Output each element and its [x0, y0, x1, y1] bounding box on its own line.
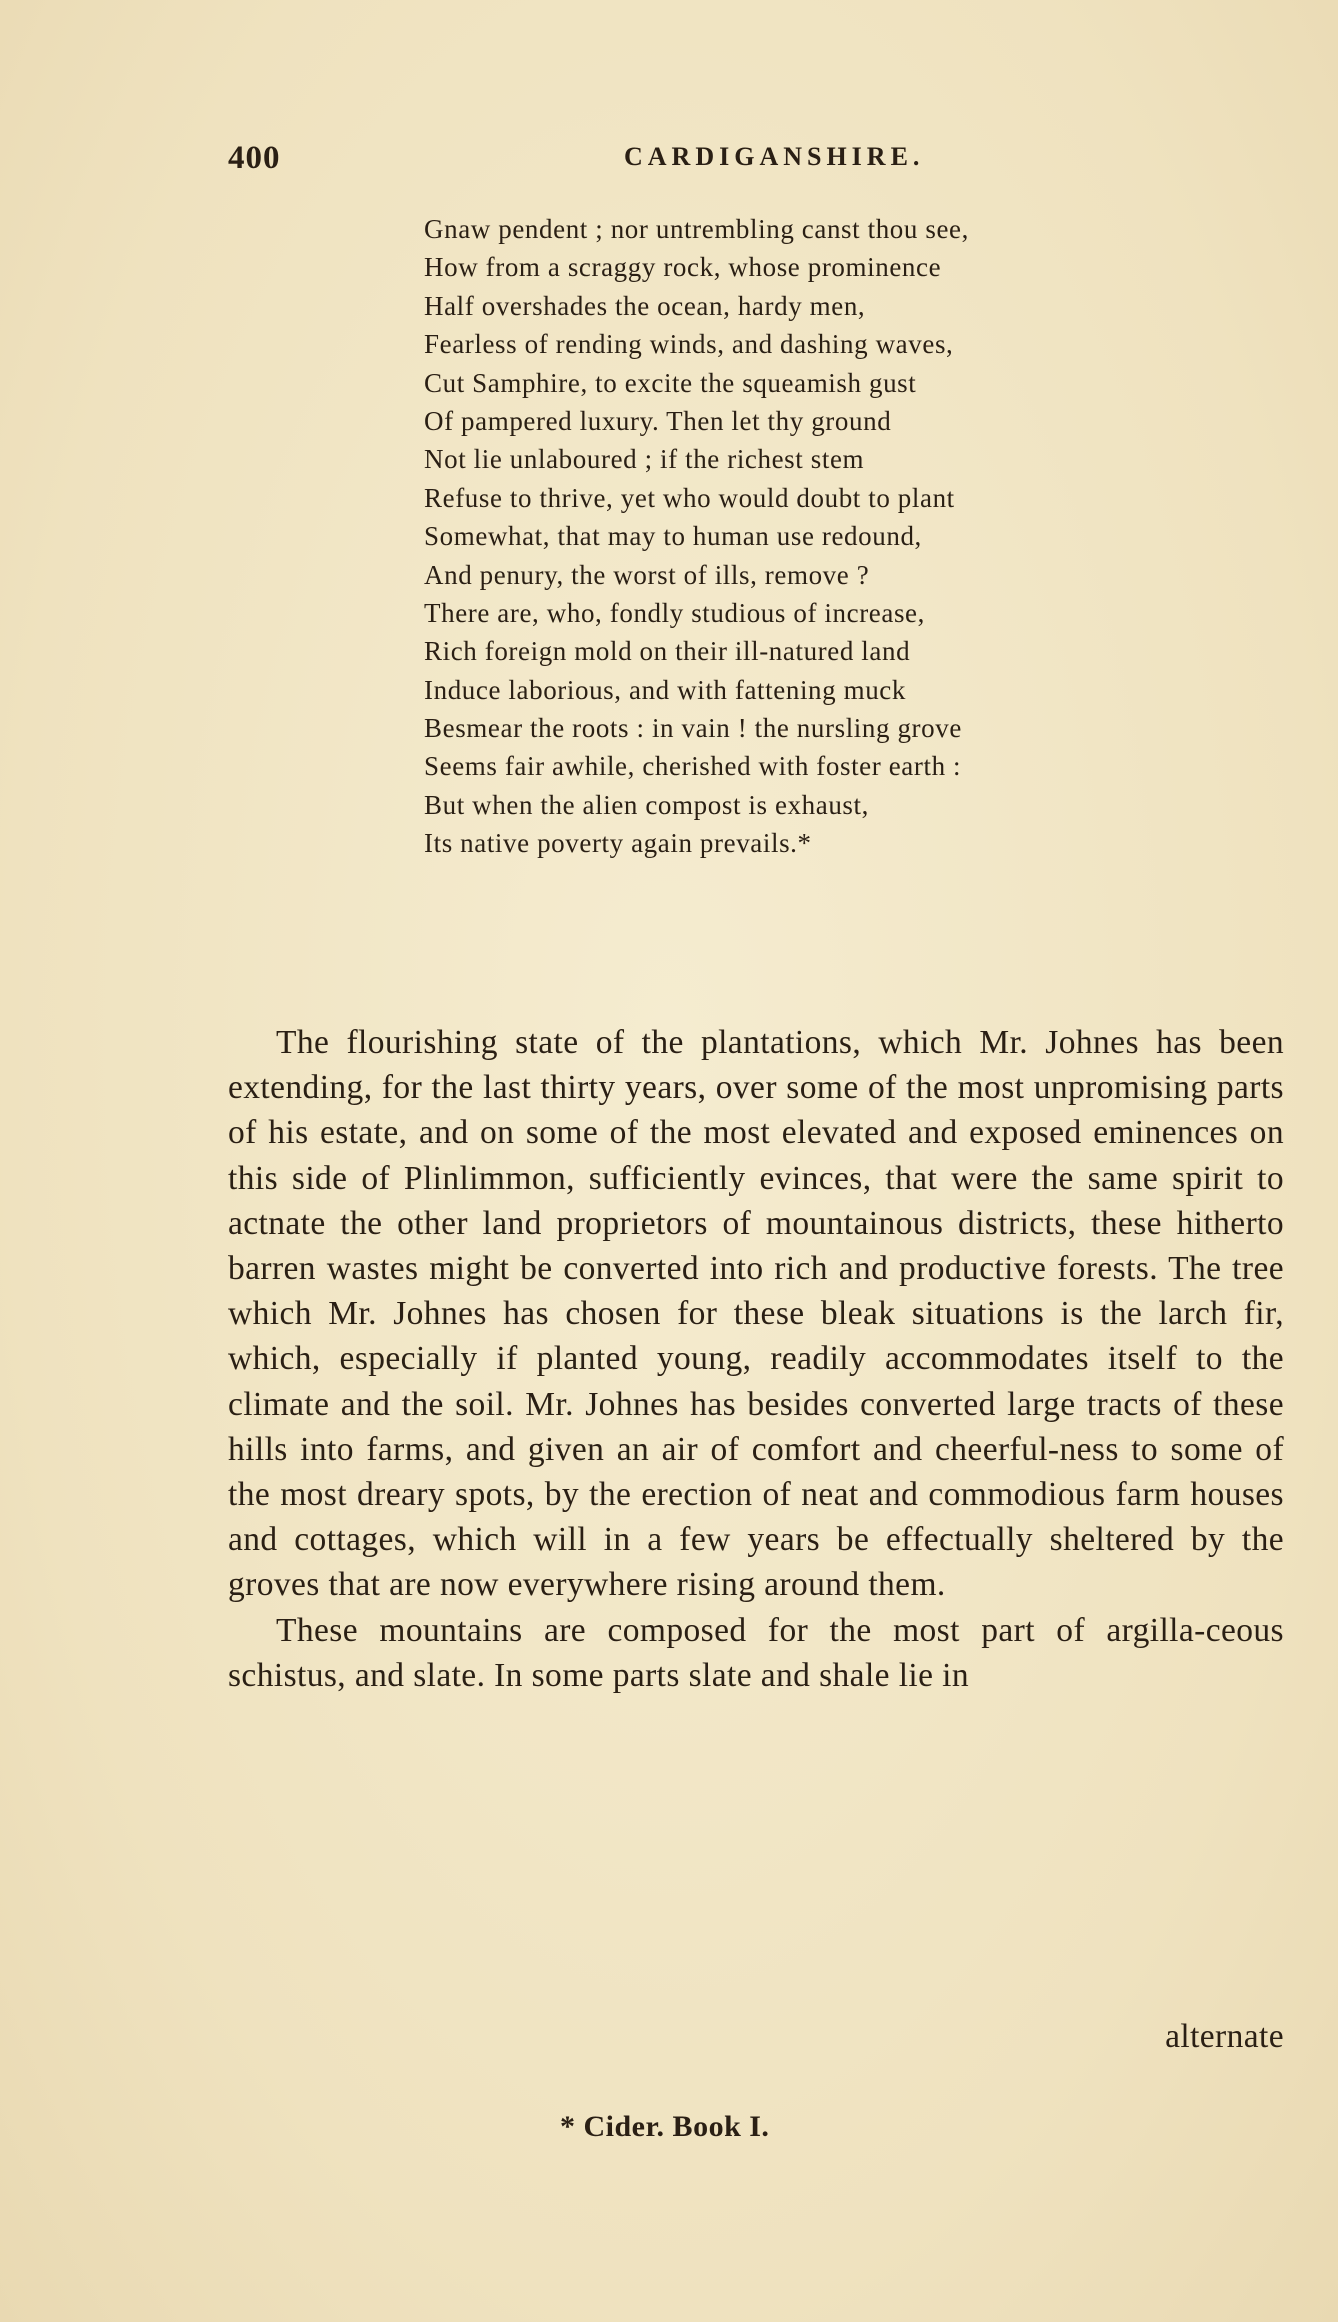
footnote: * Cider. Book I. — [560, 2110, 770, 2143]
poem-line: Somewhat, that may to human use redound, — [424, 521, 922, 552]
poem-line: How from a scraggy rock, whose prominence — [424, 252, 942, 283]
poem-line: Induce laborious, and with fattening muck — [424, 674, 906, 705]
poem-line: But when the alien compost is exhaust, — [424, 789, 869, 820]
poem-line: Not lie unlaboured ; if the richest stem — [424, 444, 865, 475]
poem-line: Besmear the roots : in vain ! the nursling grove — [424, 713, 962, 744]
poem-block — [424, 210, 1144, 863]
page-number: 400 — [228, 140, 281, 176]
poem-line: Gnaw pendent ; nor untrembling canst thou see, — [424, 214, 969, 244]
poem-line: Seems fair awhile, cherished with foster earth : — [424, 751, 962, 782]
poem-line: There are, who, fondly studious of increase, — [424, 597, 925, 628]
poem-line: Half overshades the ocean, hardy men, — [424, 290, 866, 321]
paragraph: The flourishing state of the plantations, which Mr. Johnes has been extending, for the last thirty years, over some of the most unpromising parts of his estate, and on some of the most elevated and exposed eminences on this side of Plinlimmon, sufficiently evinces, that were the same spirit to actnate the other land proprietors of mountainous districts, these hitherto barren wastes might be converted into rich and productive forests. The tree which Mr. Johnes has chosen for these bleak situations is the larch fir, which, especially if planted young, readily accommodates itself to the climate and the soil. Mr. Johnes has besides converted large tracts of these hills into farms, and given an air of comfort and cheerful-ness to some of the most dreary spots, by the erection of neat and commodious farm houses and cottages, which will in a few years be effectually sheltered by the groves that are now everywhere rising around them. — [228, 1024, 1284, 1604]
poem-line: Its native poverty again prevails.* — [424, 828, 812, 859]
running-title: CARDIGANSHIRE. — [624, 142, 925, 171]
poem-line: Fearless of rending winds, and dashing waves, — [424, 329, 954, 360]
body-text — [228, 1020, 1284, 1698]
running-head — [228, 140, 1108, 180]
catchword: alternate — [1165, 2018, 1284, 2055]
poem-line: Refuse to thrive, yet who would doubt to plant — [424, 482, 955, 513]
paragraph: These mountains are composed for the most part of argilla-ceous schistus, and slate. In some parts slate and shale lie in — [228, 1611, 1284, 1694]
poem-line: Rich foreign mold on their ill-natured land — [424, 636, 911, 667]
poem-line: Cut Samphire, to excite the squeamish gust — [424, 367, 917, 398]
poem-line: Of pampered luxury. Then let thy ground — [424, 405, 892, 436]
poem-line: And penury, the worst of ills, remove ? — [424, 559, 870, 590]
